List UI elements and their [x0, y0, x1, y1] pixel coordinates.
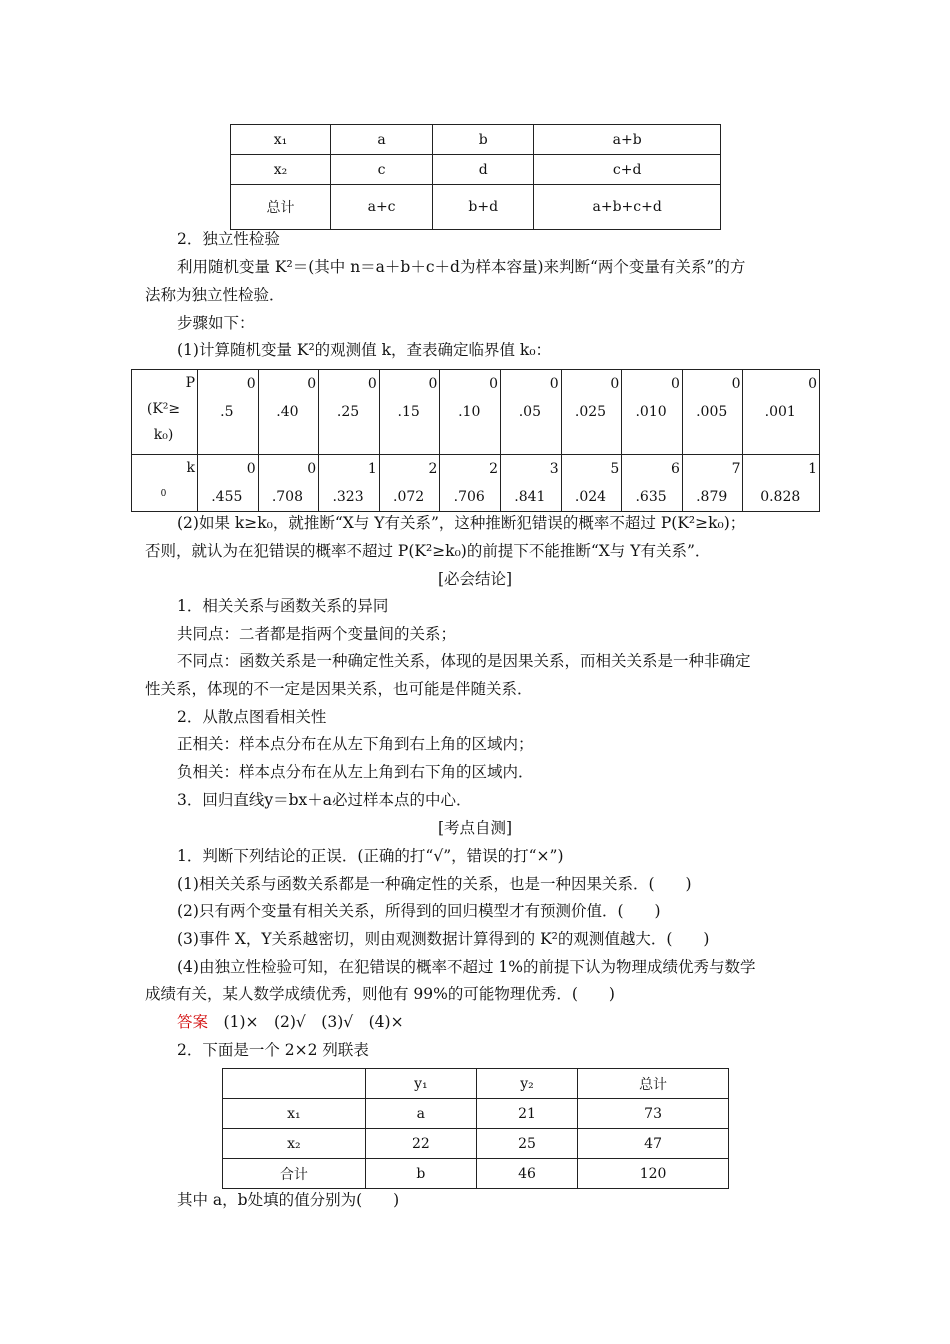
paragraph: 步骤如下： — [177, 314, 255, 332]
k-header-cell — [132, 455, 198, 512]
table-cell: x₁ — [223, 1099, 366, 1129]
value-part: 0 — [549, 376, 559, 392]
value-cell — [561, 455, 622, 512]
value-part: 0 — [731, 376, 741, 392]
table-cell: 总计 — [231, 185, 331, 230]
table-cell: c+d — [534, 155, 721, 185]
critical-value-table — [131, 369, 820, 512]
value-cell — [682, 455, 743, 512]
table-cell: 120 — [578, 1159, 729, 1189]
value-part: .25 — [336, 404, 360, 420]
value-part: 3 — [549, 461, 559, 477]
value-part: .323 — [332, 489, 364, 505]
value-part: 0 — [610, 376, 620, 392]
paragraph: 共同点：二者都是指两个变量间的关系； — [177, 625, 457, 643]
value-part: .879 — [696, 489, 728, 505]
table-row — [231, 155, 721, 185]
answer — [177, 1012, 404, 1032]
question-item: (2)只有两个变量有相关关系，所得到的回归模型才有预测价值．( ) — [177, 902, 661, 920]
header-text: k₀) — [153, 427, 174, 443]
paragraph: 正相关：样本点分布在从左下角到右上角的区域内； — [177, 735, 534, 753]
value-part: 0 — [246, 376, 256, 392]
table-cell: 21 — [476, 1099, 577, 1129]
value-cell — [319, 455, 380, 512]
value-part: .5 — [220, 404, 234, 420]
table-cell: b — [433, 125, 534, 155]
answer-text: (1)× (2)√ (3)√ (4)× — [223, 1013, 404, 1031]
answer-label: 答案 — [177, 1013, 209, 1031]
table-cell: 46 — [476, 1159, 577, 1189]
paragraph: (1)计算随机变量 K²的观测值 k，查表确定临界值 k₀： — [177, 341, 552, 359]
value-part: .05 — [518, 404, 541, 420]
header-text: 0 — [160, 489, 167, 499]
section-heading: [考点自测] — [437, 819, 513, 837]
value-cell — [258, 370, 319, 455]
value-part: 7 — [731, 461, 741, 477]
value-part: 0 — [307, 376, 317, 392]
table-cell: a — [331, 125, 433, 155]
value-cell — [501, 455, 562, 512]
paragraph: 负相关：样本点分布在从左上角到右下角的区域内． — [177, 763, 534, 781]
value-cell — [682, 370, 743, 455]
paragraph: 利用随机变量 K²＝(其中 n＝a＋b＋c＋d为样本容量)来判断“两个变量有关系”的方 — [177, 258, 746, 276]
paragraph: 1．相关关系与函数关系的异同 — [177, 597, 389, 615]
table-cell: 73 — [578, 1099, 729, 1129]
question-item: (1)相关关系与函数关系都是一种确定性的关系，也是一种因果关系．( ) — [177, 875, 692, 893]
value-cell — [258, 455, 319, 512]
value-cell — [743, 370, 820, 455]
value-cell — [440, 370, 501, 455]
p-header-cell — [132, 370, 198, 455]
paragraph: 不同点：函数关系是一种确定性关系，体现的是因果关系，而相关关系是一种非确定 — [177, 652, 751, 670]
table-cell: 总计 — [578, 1069, 729, 1099]
value-part: .455 — [211, 489, 243, 505]
value-cell — [743, 455, 820, 512]
section-heading: [必会结论] — [437, 570, 513, 588]
table-row — [223, 1069, 729, 1099]
paragraph: 2．从散点图看相关性 — [177, 708, 327, 726]
value-part: 0 — [307, 461, 317, 477]
value-cell — [198, 455, 259, 512]
value-part: .001 — [764, 404, 796, 420]
table-cell: y₁ — [365, 1069, 476, 1099]
table-cell: c — [331, 155, 433, 185]
value-part: 0 — [670, 376, 680, 392]
contingency-table-2x2 — [222, 1068, 729, 1189]
paragraph: (2)如果 k≥k₀，就推断“X与 Y有关系”，这种推断犯错误的概率不超过 P(K²≥k₀)； — [177, 514, 746, 532]
value-part: .706 — [453, 489, 485, 505]
table-cell: b+d — [433, 185, 534, 230]
table-cell: 47 — [578, 1129, 729, 1159]
question-item: (4)由独立性检验可知，在犯错误的概率不超过 1%的前提下认为物理成绩优秀与数学 — [177, 958, 756, 976]
value-part: .708 — [271, 489, 303, 505]
table-row — [223, 1159, 729, 1189]
header-text: P — [185, 375, 195, 391]
value-cell — [440, 455, 501, 512]
value-part: 1 — [808, 461, 817, 477]
paragraph: 否则，就认为在犯错误的概率不超过 P(K²≥k₀)的前提下不能推断“X与 Y有关系”． — [145, 542, 711, 560]
question-item: (3)事件 X，Y关系越密切，则由观测数据计算得到的 K²的观测值越大．( ) — [177, 930, 710, 948]
value-cell — [379, 455, 440, 512]
value-cell — [561, 370, 622, 455]
question: 1．判断下列结论的正误．(正确的打“√”，错误的打“×”) — [177, 847, 564, 865]
value-cell — [501, 370, 562, 455]
question-item: 成绩有关，某人数学成绩优秀，则他有 99%的可能物理优秀．( ) — [145, 985, 615, 1003]
value-part: .024 — [574, 489, 607, 505]
value-part: .40 — [276, 404, 299, 420]
contingency-table-general — [230, 124, 721, 230]
value-part: 0 — [367, 376, 377, 392]
section-heading: 2．独立性检验 — [177, 230, 280, 248]
table-cell: x₂ — [231, 155, 331, 185]
table-cell: a+c — [331, 185, 433, 230]
table-cell: d — [433, 155, 534, 185]
table-row — [231, 125, 721, 155]
table-row — [132, 455, 820, 512]
value-part: 0.828 — [760, 489, 801, 505]
value-cell — [319, 370, 380, 455]
value-part: .635 — [635, 489, 667, 505]
table-row — [223, 1129, 729, 1159]
paragraph: 性关系，体现的不一定是因果关系，也可能是伴随关系． — [145, 680, 533, 698]
value-part: .010 — [635, 404, 667, 420]
value-part: 0 — [808, 376, 817, 392]
table-cell — [223, 1069, 366, 1099]
value-part: .072 — [393, 489, 425, 505]
value-part: .10 — [458, 404, 481, 420]
value-part: 5 — [610, 461, 620, 477]
value-part: 6 — [670, 461, 680, 477]
table-cell: a+b+c+d — [534, 185, 721, 230]
value-part: 0 — [489, 376, 499, 392]
value-part: 2 — [428, 461, 438, 477]
paragraph: 法称为独立性检验． — [145, 286, 285, 304]
table-cell: 22 — [365, 1129, 476, 1159]
value-part: 1 — [367, 461, 377, 477]
table-cell: b — [365, 1159, 476, 1189]
value-part: 0 — [246, 461, 256, 477]
table-cell: a — [365, 1099, 476, 1129]
table-cell: x₂ — [223, 1129, 366, 1159]
table-row — [223, 1099, 729, 1129]
value-cell — [198, 370, 259, 455]
table-cell: x₁ — [231, 125, 331, 155]
value-cell — [622, 455, 683, 512]
value-part: 2 — [489, 461, 499, 477]
value-part: .025 — [574, 404, 607, 420]
question: 2．下面是一个 2×2 列联表 — [177, 1041, 369, 1059]
value-cell — [622, 370, 683, 455]
table-cell: 25 — [476, 1129, 577, 1159]
value-part: .005 — [696, 404, 728, 420]
header-text: k — [186, 460, 195, 476]
paragraph: 3．回归直线y＝bx＋a必过样本点的中心． — [177, 791, 472, 809]
table-row — [231, 185, 721, 230]
value-part: .15 — [397, 404, 420, 420]
table-cell: a+b — [534, 125, 721, 155]
table-cell: y₂ — [476, 1069, 577, 1099]
value-part: 0 — [428, 376, 438, 392]
question-item: 其中 a，b处填的值分别为( ) — [177, 1191, 400, 1209]
table-row — [132, 370, 820, 455]
value-cell — [379, 370, 440, 455]
header-text: (K²≥ — [146, 401, 181, 417]
value-part: .841 — [514, 489, 546, 505]
table-cell: 合计 — [223, 1159, 366, 1189]
